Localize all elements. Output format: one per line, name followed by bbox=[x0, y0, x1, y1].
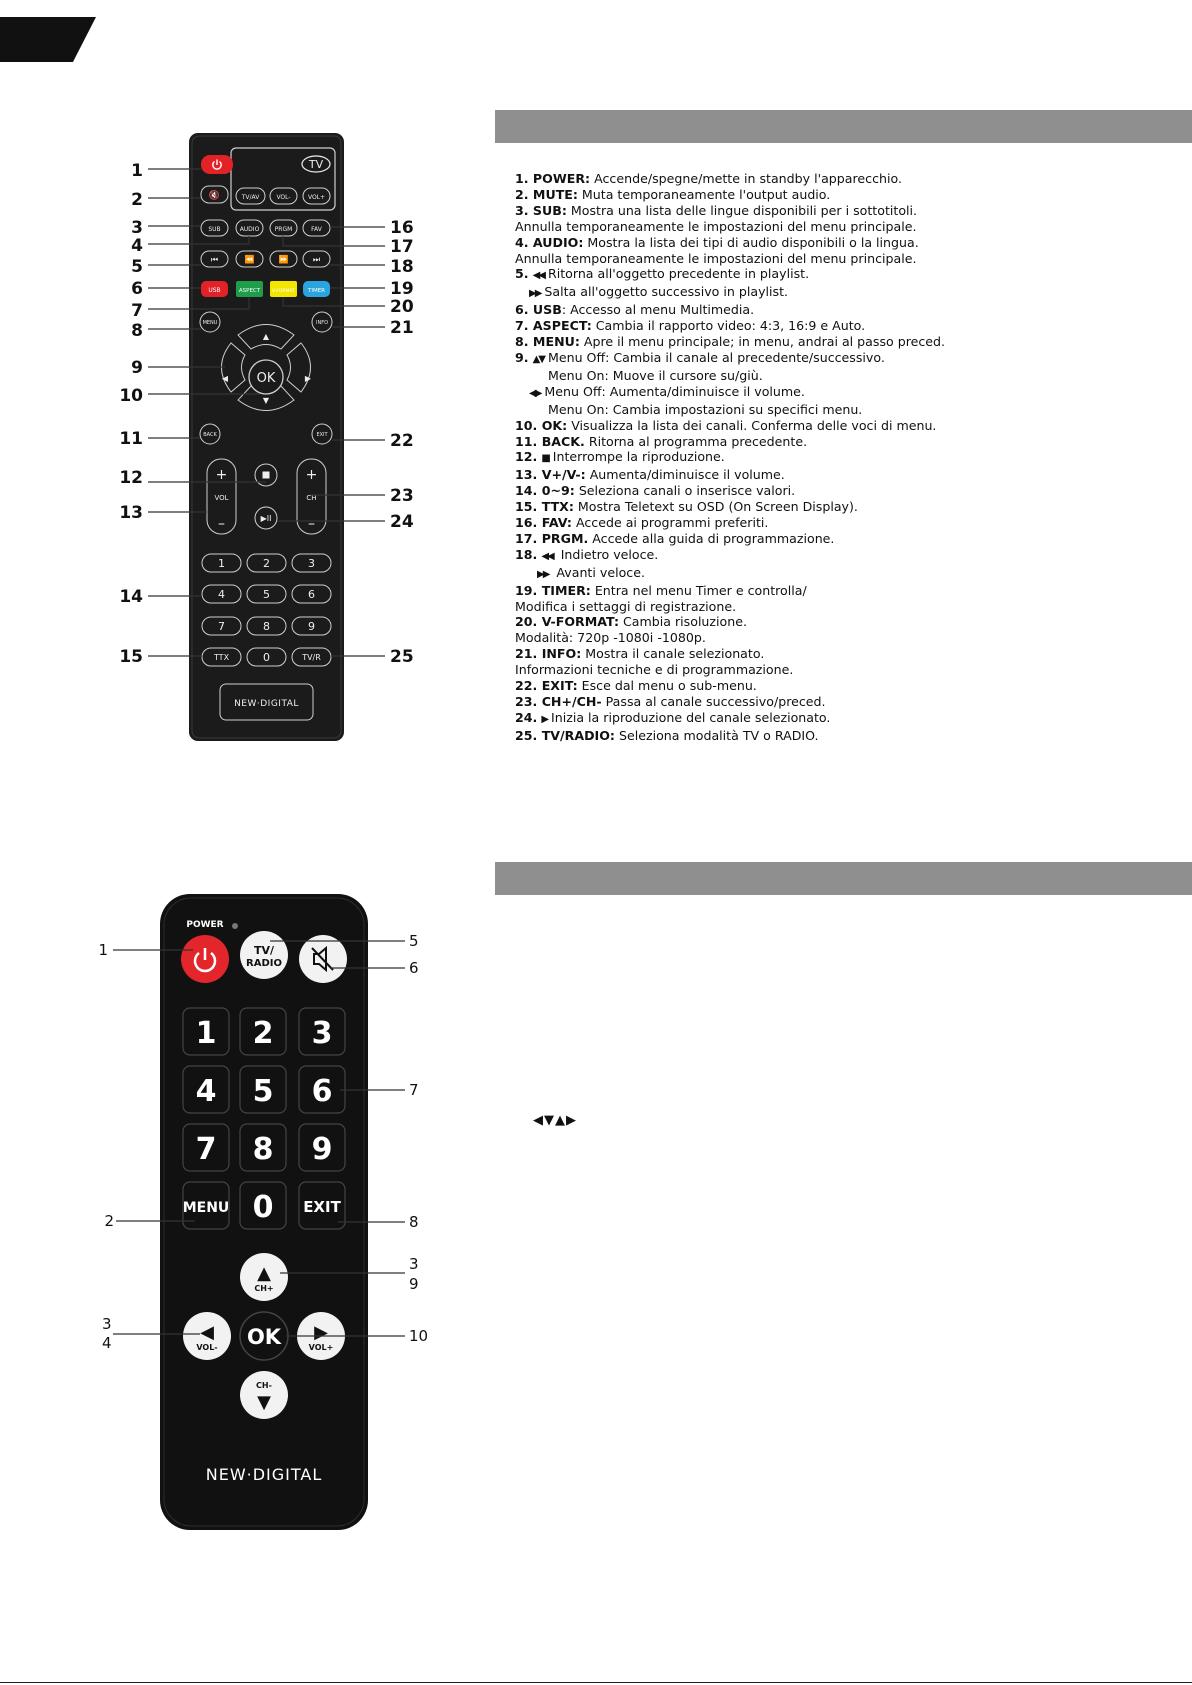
remote2-exit-label: EXIT bbox=[303, 1198, 341, 1216]
description-number: 20. V-FORMAT: bbox=[515, 614, 619, 630]
digit-8-label: 8 bbox=[263, 620, 270, 633]
callout-14: 14 bbox=[119, 587, 143, 607]
remote2-callout-7: 7 bbox=[409, 1081, 419, 1099]
description-text: Accende/spegne/mette in standby l'apparecchio. bbox=[590, 171, 902, 186]
description-line bbox=[515, 531, 955, 547]
description-glyph-icon: ▶▶ bbox=[529, 288, 541, 300]
remote2-tvradio-bottom: RADIO bbox=[246, 958, 282, 969]
callout-7: 7 bbox=[131, 301, 143, 321]
button-descriptions-list bbox=[515, 171, 955, 744]
description-text: Mostra il canale selezionato. bbox=[581, 646, 765, 662]
rewind-icon: ⏪ bbox=[244, 255, 255, 264]
description-glyph-icon: ■ bbox=[541, 453, 549, 465]
description-text: Entra nel menu Timer e controlla/ bbox=[590, 582, 807, 598]
left-arrow-icon: ◀ bbox=[221, 374, 229, 383]
remote2-digit-1-label: 1 bbox=[195, 1016, 217, 1051]
callout-6: 6 bbox=[131, 279, 143, 299]
description-line bbox=[515, 187, 955, 203]
description-line bbox=[515, 384, 955, 402]
description-line bbox=[515, 614, 955, 630]
section-header-bar-2 bbox=[495, 862, 1192, 895]
remote2-callout-10: 10 bbox=[409, 1327, 429, 1345]
description-line bbox=[515, 710, 955, 728]
callout-12: 12 bbox=[119, 468, 143, 488]
description-line bbox=[515, 171, 955, 187]
callout-17: 17 bbox=[390, 237, 414, 257]
description-text: Mostra Teletext su OSD (On Screen Display). bbox=[573, 499, 858, 515]
remote2-digit-6-label: 6 bbox=[311, 1074, 333, 1109]
description-text: Cambia risoluzione. bbox=[619, 614, 747, 630]
description-text: Seleziona modalità TV o RADIO. bbox=[614, 727, 819, 743]
tvr-label: TV/R bbox=[302, 653, 321, 662]
callout-10: 10 bbox=[119, 386, 143, 406]
digit-5-label: 5 bbox=[263, 588, 270, 601]
digit-1-label: 1 bbox=[218, 557, 225, 570]
fav-label: FAV bbox=[311, 226, 322, 233]
callout-11: 11 bbox=[119, 429, 143, 449]
description-text: Seleziona canali o inserisce valori. bbox=[574, 483, 796, 499]
description-glyph-icon: ▶ bbox=[541, 713, 548, 725]
description-line bbox=[515, 350, 955, 368]
description-number: 12. bbox=[515, 449, 538, 465]
description-line bbox=[515, 251, 955, 267]
aspect-label: ASPECT bbox=[238, 288, 261, 294]
description-line bbox=[515, 368, 955, 384]
description-line bbox=[515, 662, 955, 678]
back-label: BACK bbox=[203, 432, 217, 438]
timer-label: TIMER bbox=[307, 288, 326, 294]
description-text: Cambia il rapporto video: 4:3, 16:9 e Auto. bbox=[591, 318, 866, 334]
remote2-chminus-arrow-icon: ▼ bbox=[257, 1392, 271, 1413]
remote2-chplus-label: CH+ bbox=[254, 1284, 274, 1293]
description-number: 14. 0~9: bbox=[515, 483, 575, 499]
description-number: 11. BACK. bbox=[515, 433, 585, 449]
description-line bbox=[515, 318, 955, 334]
callout-4: 4 bbox=[131, 236, 143, 256]
description-line bbox=[515, 449, 955, 467]
ch-plus-label: + bbox=[305, 467, 318, 483]
description-glyph-icon: ◀▶ bbox=[529, 387, 541, 399]
description-text: Muta temporaneamente l'output audio. bbox=[577, 186, 831, 202]
remote-control-1-diagram bbox=[100, 125, 430, 755]
usb-label: USB bbox=[208, 287, 221, 294]
right-arrow-icon: ▶ bbox=[304, 374, 312, 383]
description-number: 5. bbox=[515, 266, 529, 282]
description-line bbox=[515, 284, 955, 302]
description-number: 7. ASPECT: bbox=[515, 318, 592, 334]
remote2-power-label: POWER bbox=[186, 920, 224, 930]
description-line bbox=[515, 418, 955, 434]
callout-8: 8 bbox=[131, 321, 143, 341]
remote2-digit-4-label: 4 bbox=[195, 1074, 217, 1109]
remote2-brand: NEW·DIGITAL bbox=[205, 1465, 323, 1484]
callout-22: 22 bbox=[390, 431, 414, 451]
description-number: 2. MUTE: bbox=[515, 186, 578, 202]
description-text: Indietro veloce. bbox=[556, 546, 659, 562]
vol-label: VOL bbox=[214, 494, 229, 502]
description-number: 6. USB bbox=[515, 302, 562, 318]
stop-icon bbox=[263, 472, 270, 479]
description-text: : Accesso al menu Multimedia. bbox=[561, 302, 755, 318]
description-text: Esce dal menu o sub-menu. bbox=[577, 678, 757, 694]
remote2-digit-7-label: 7 bbox=[195, 1132, 217, 1167]
down-arrow-icon: ▼ bbox=[262, 396, 270, 405]
ch-label: CH bbox=[306, 494, 317, 502]
remote2-callout-9: 9 bbox=[409, 1275, 419, 1293]
description-text: Salta all'oggetto successivo in playlist. bbox=[544, 284, 789, 300]
remote2-callout-4: 4 bbox=[102, 1334, 112, 1352]
description-text: Mostra una lista delle lingue disponibili per i sottotitoli. bbox=[566, 202, 918, 218]
vformat-label: V-FORMAT bbox=[271, 289, 296, 294]
description-text: Ritorna al programma precedente. bbox=[584, 433, 808, 449]
description-line bbox=[515, 235, 955, 251]
description-line bbox=[515, 334, 955, 350]
description-line bbox=[515, 302, 955, 318]
forward-icon: ⏩ bbox=[278, 255, 289, 264]
description-number: 16. FAV: bbox=[515, 515, 572, 531]
callout-15: 15 bbox=[119, 647, 143, 667]
callout-3: 3 bbox=[131, 218, 143, 238]
remote2-digit-3-label: 3 bbox=[311, 1016, 333, 1051]
remote2-ok-label: OK bbox=[246, 1325, 282, 1349]
remote2-led bbox=[232, 923, 238, 929]
remote2-digit-2-label: 2 bbox=[252, 1016, 274, 1051]
callout-20: 20 bbox=[390, 297, 414, 317]
vol-plus-label: + bbox=[215, 467, 228, 483]
ch-minus-label: – bbox=[308, 516, 315, 532]
description-number: 17. PRGM. bbox=[515, 530, 589, 546]
description-number: 18. bbox=[515, 546, 538, 562]
remote2-volplus-label: VOL+ bbox=[308, 1343, 334, 1352]
remote1-brand: NEW·DIGITAL bbox=[234, 699, 299, 709]
description-number: 24. bbox=[515, 709, 538, 725]
description-line bbox=[515, 630, 955, 646]
description-line bbox=[515, 678, 955, 694]
remote2-callout-3a: 3 bbox=[409, 1255, 419, 1273]
description-line bbox=[515, 583, 955, 599]
description-text: Aumenta/diminuisce il volume. bbox=[585, 467, 785, 483]
description-text: Menu On: Muove il cursore su/giù. bbox=[548, 367, 763, 383]
description-glyph-icon: ◀◀ bbox=[541, 550, 553, 562]
description-text: Annulla temporaneamente le impostazioni del menu principale. bbox=[515, 250, 917, 266]
description-number: 13. V+/V-: bbox=[515, 467, 586, 483]
remote2-menu-label: MENU bbox=[182, 1200, 230, 1216]
remote2-tvradio-top: TV/ bbox=[253, 944, 275, 957]
description-text: Visualizza la lista dei canali. Conferma delle voci di menu. bbox=[567, 417, 937, 433]
remote2-callout-6: 6 bbox=[409, 959, 419, 977]
remote2-callout-1: 1 bbox=[98, 941, 108, 959]
callout-16: 16 bbox=[390, 218, 414, 238]
description-text: Avanti veloce. bbox=[552, 564, 645, 580]
description-text: Informazioni tecniche e di programmazione. bbox=[515, 662, 794, 678]
mute-icon: 🔇 bbox=[208, 191, 221, 201]
volplus-label: VOL+ bbox=[307, 194, 326, 201]
description-glyph-icon: ▲▼ bbox=[532, 353, 544, 365]
exit-label: EXIT bbox=[316, 432, 328, 438]
sub-label: SUB bbox=[208, 226, 221, 233]
description-line bbox=[515, 467, 955, 483]
description-line bbox=[515, 565, 955, 583]
description-text: Annulla temporaneamente le impostazioni del menu principale. bbox=[515, 218, 917, 234]
callout-23: 23 bbox=[390, 486, 414, 506]
description-text: Menu Off: Aumenta/diminuisce il volume. bbox=[544, 383, 805, 399]
callout-25: 25 bbox=[390, 647, 414, 667]
playpause-icon: ▶II bbox=[260, 514, 272, 523]
callout-19: 19 bbox=[390, 279, 414, 299]
description-number: 21. INFO: bbox=[515, 646, 582, 662]
description-line bbox=[515, 402, 955, 418]
description-text: Accede alla guida di programmazione. bbox=[588, 530, 835, 546]
callout-21: 21 bbox=[390, 318, 414, 338]
description-text: Menu On: Cambia impostazioni su specifici menu. bbox=[548, 401, 863, 417]
remote2-callout-3b: 3 bbox=[102, 1315, 112, 1333]
description-line bbox=[515, 203, 955, 219]
callout-18: 18 bbox=[390, 257, 414, 277]
callout-1: 1 bbox=[131, 161, 143, 181]
remote2-volminus-label: VOL- bbox=[196, 1343, 218, 1352]
description-line bbox=[515, 483, 955, 499]
description-line bbox=[515, 547, 955, 565]
description-number: 8. MENU: bbox=[515, 334, 580, 350]
section-header-bar-1 bbox=[495, 110, 1192, 143]
page-corner-tab bbox=[0, 17, 96, 62]
description-text: Modalità: 720p -1080i -1080p. bbox=[515, 630, 706, 646]
description-text: Apre il menu principale; in menu, andrai al passo preced. bbox=[579, 334, 946, 350]
description-glyph-icon: ▶▶ bbox=[537, 568, 549, 580]
menu-label: MENU bbox=[202, 320, 218, 326]
tv-label: TV bbox=[308, 158, 324, 171]
description-glyph-icon: ◀◀ bbox=[532, 270, 544, 282]
remote2-digit-0-label: 0 bbox=[252, 1190, 274, 1225]
description-number: 19. TIMER: bbox=[515, 582, 591, 598]
description-text: Modifica i settaggi di registrazione. bbox=[515, 598, 737, 614]
description-line bbox=[515, 599, 955, 615]
description-text: Accede ai programmi preferiti. bbox=[571, 515, 769, 531]
description-line bbox=[515, 694, 955, 710]
description-text: Menu Off: Cambia il canale al precedente/successivo. bbox=[547, 349, 885, 365]
remote2-chminus-label: CH- bbox=[256, 1381, 272, 1390]
description-line bbox=[515, 646, 955, 662]
remote2-digit-5-label: 5 bbox=[252, 1074, 274, 1109]
prgm-label: PRGM bbox=[274, 226, 293, 233]
remote2-volplus-arrow-icon: ▶ bbox=[314, 1322, 328, 1343]
description-number: 3. SUB: bbox=[515, 202, 567, 218]
remote-control-2-diagram bbox=[95, 890, 435, 1540]
description-number: 22. EXIT: bbox=[515, 678, 578, 694]
description-line bbox=[515, 499, 955, 515]
description-line bbox=[515, 728, 955, 744]
next-icon: ⏭ bbox=[312, 255, 321, 264]
description-line bbox=[515, 515, 955, 531]
description-text: Ritorna all'oggetto precedente in playlist. bbox=[547, 266, 810, 282]
page-bottom-rule bbox=[0, 1682, 1192, 1683]
digit-4-label: 4 bbox=[218, 588, 225, 601]
ttx-label: TTX bbox=[213, 653, 230, 662]
digit-7-label: 7 bbox=[218, 620, 225, 633]
description-text: Inizia la riproduzione del canale selezionato. bbox=[551, 709, 831, 725]
description-number: 10. OK: bbox=[515, 417, 568, 433]
description-number: 23. CH+/CH- bbox=[515, 694, 602, 709]
prev-icon: ⏮ bbox=[210, 255, 219, 264]
callout-24: 24 bbox=[390, 512, 414, 532]
description-number: 4. AUDIO: bbox=[515, 234, 584, 250]
callout-9: 9 bbox=[131, 358, 143, 378]
remote2-digit-8-label: 8 bbox=[252, 1132, 274, 1167]
tvav-label: TV/AV bbox=[241, 194, 260, 201]
description-text: Interrompe la riproduzione. bbox=[552, 449, 725, 465]
digit-2-label: 2 bbox=[263, 557, 270, 570]
description-number: 9. bbox=[515, 349, 529, 365]
description-number: 15. TTX: bbox=[515, 499, 574, 515]
nav-arrows-glyphs: ◀▼▲▶ bbox=[533, 1113, 577, 1128]
digit-6-label: 6 bbox=[308, 588, 315, 601]
volminus-label: VOL- bbox=[276, 194, 291, 201]
digit-9-label: 9 bbox=[308, 620, 315, 633]
description-text: Passa al canale successivo/preced. bbox=[601, 694, 826, 709]
description-line bbox=[515, 266, 955, 284]
remote2-digit-9-label: 9 bbox=[311, 1132, 333, 1167]
callout-13: 13 bbox=[119, 503, 143, 523]
remote2-callout-8: 8 bbox=[409, 1213, 419, 1231]
description-number: 25. TV/RADIO: bbox=[515, 727, 615, 743]
vol-minus-label: – bbox=[218, 516, 225, 532]
remote2-volminus-arrow-icon: ◀ bbox=[200, 1322, 214, 1343]
description-line bbox=[515, 219, 955, 235]
digit-0-label: 0 bbox=[263, 651, 270, 664]
remote2-callout-2: 2 bbox=[104, 1212, 114, 1230]
description-number: 1. POWER: bbox=[515, 171, 591, 186]
callout-2: 2 bbox=[131, 190, 143, 210]
digit-3-label: 3 bbox=[308, 557, 315, 570]
up-arrow-icon: ▲ bbox=[262, 332, 270, 341]
ok-label: OK bbox=[256, 371, 276, 386]
audio-label: AUDIO bbox=[239, 226, 260, 233]
remote2-chplus-arrow-icon: ▲ bbox=[257, 1263, 271, 1284]
description-text: Mostra la lista dei tipi di audio disponibili o la lingua. bbox=[583, 234, 919, 250]
remote2-callout-5: 5 bbox=[409, 932, 419, 950]
description-line bbox=[515, 434, 955, 450]
info-label: INFO bbox=[315, 320, 329, 326]
callout-5: 5 bbox=[131, 257, 143, 277]
